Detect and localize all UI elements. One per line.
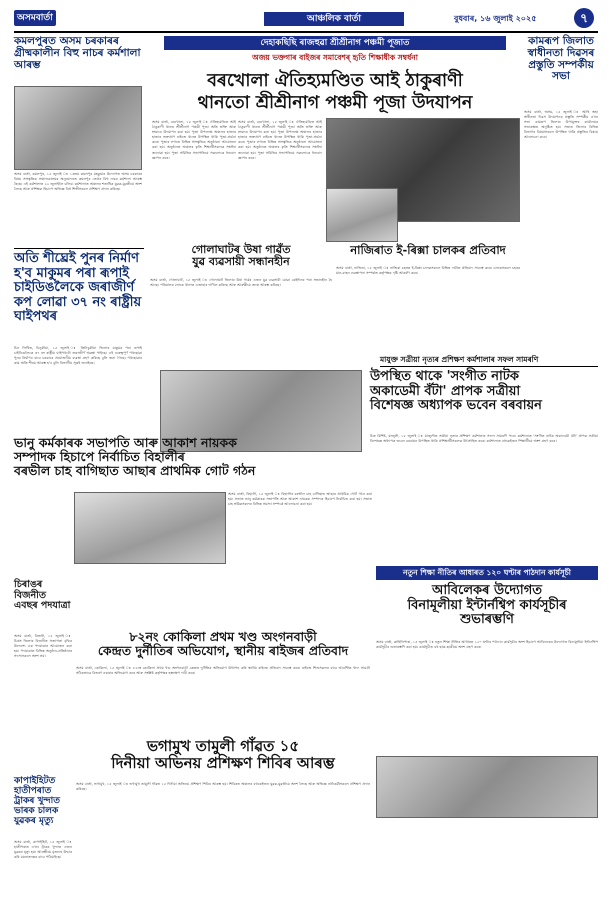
headline-anganwadi-1: ৮২নং কোকিলা প্ৰথম খণ্ড অংগনবাড়ী <box>129 629 317 644</box>
headline-bhanu-2: সম্পাদক হিচাপে নিৰ্বাচিত বিহালীৰ <box>14 449 185 464</box>
body-nazira: অসম বাৰ্তা, নাজিৰা, ১৫ জুলাই ঃ নাজিৰা চহৰত ই-ৰিক্সা চালকসকলে বিভিন্ন দাবীত প্ৰতিবাদ সাব্যস্ত কৰে। চালকসকলে চহৰৰ যান-বাহন ব্যৱস্থাপনা সম্পৰ্কত কৰ্তৃপক্ষৰ দৃষ্টি আকৰ্ষণ কৰে। <box>336 266 520 276</box>
masthead-logo: অসমবাৰ্তা <box>14 10 56 26</box>
body-bhanu: অসম বাৰ্তা, বিহালী, ১৫ জুলাই ঃ বিহালীৰ বৰভীল চাহ বাগিছাত আছাৰ প্ৰাথমিক গোট গঠন কৰা হয়। সভাত ভানু কৰ্মকাৰক সভাপতি আৰু আকাশ নায়কক সম্পাদক হিচাপে নিৰ্বাচিত কৰা হয়। সভাত চাহ শ্ৰমিকসকলৰ বিভিন্ন সমস্যা সম্পৰ্কে আলোচনা কৰা হয়। <box>228 492 372 507</box>
headline-bhanu-3: বৰভীল চাহ বাগিছাত আছাৰ প্ৰাথমিক গোট গঠন <box>14 463 256 478</box>
body-golaghat: অসম বাৰ্তা, গোলাঘাট, ১৫ জুলাই ঃ গোলাঘাট জিলাৰ উষা গাৱঁৰ এজন যুৱ ব্যৱসায়ী যোৱা কেইদিনৰ পৰা সন্ধানহীন হৈ আছে। পৰিয়ালৰ লোকে থানাত এজাহাৰ দাখিল কৰিছে আৰু আৰক্ষীয়ে তদন্ত আৰম্ভ কৰিছে। <box>150 278 332 288</box>
headline-internship-2: বিনামূলীয়া ইন্টাৰ্নশ্বিপ কাৰ্যসূচীৰ <box>407 597 567 613</box>
body-sattriya: চিত বিশিষ্ট, মাজুলী, ১৫ জুলাই ঃ মাজুলীত সত্ৰীয়া নৃত্যৰ প্ৰশিক্ষণ কৰ্মশালাৰ সফল সামৰণি পৰে। কৰ্মশালাত 'সংগীত নাটক অকাডেমী বঁটা' প্ৰাপক সত্ৰীয়া বিশেষজ্ঞ অধ্যাপক ভবেন বৰবায়ন উপস্থিত থাকি প্ৰশিক্ষাৰ্থীসকলক উৎসাহিত কৰে। কৰ্মশালাত বহুকেইজন শিক্ষাৰ্থীয়ে অংশ গ্ৰহণ কৰে। <box>370 434 598 444</box>
article-anganwadi <box>76 630 370 736</box>
headline-internship-3: শুভাৰম্ভণি <box>460 612 514 628</box>
lead-headline-line-2: থানতো শ্ৰীশ্ৰীনাগ পঞ্চমী পূজা উদযাপন <box>197 92 473 113</box>
article-nazira <box>336 244 520 354</box>
headline-nazira: নাজিৰাত ই-ৰিক্সা চালকৰ প্ৰতিবাদ <box>350 243 506 257</box>
masthead-rule <box>14 31 598 33</box>
body-bhagamukh: অসম বাৰ্তা, ভগামুখ, ১৫ জুলাই ঃ ভগামুখ তামুলী গাঁৱত ১৫ দিনীয়া অভিনয় প্ৰশিক্ষণ শিবিৰ আৰম্ভ হয়। শিবিৰত অঞ্চলৰ বহুকেইজন যুৱক-যুৱতীয়ে অংশ লৈছে আৰু অভিজ্ঞ নাট্যকৰ্মীসকলে প্ৰশিক্ষণ প্ৰদান কৰিছে। <box>76 782 370 792</box>
section-banner <box>264 12 404 26</box>
lead-headline-line-1: বৰখোলা ঐতিহ্যমণ্ডিত আই ঠাকুৰাণী <box>207 71 463 91</box>
lead-kicker-1: দেহাকছিছি ৰাজহুৱা শ্ৰীশ্ৰীনাগ পঞ্চমী পূজাত <box>164 36 506 50</box>
page-number: ৭ <box>574 8 594 28</box>
article-internship <box>376 584 598 894</box>
headline-sattriya-2: অকাডেমী বঁটা' প্ৰাপক সত্ৰীয়া <box>370 383 521 399</box>
photo-internship <box>376 756 598 818</box>
photo-lead-2 <box>326 188 398 242</box>
lead-kicker-box <box>150 36 520 70</box>
lead-kicker-2: অজয় ভক্তগাৰ বাইজৰ সমাবেশৰ্ হৃতি শিক্ষাধীক সম্বৰ্ধনা <box>252 53 418 62</box>
article-bhanu <box>14 436 372 576</box>
nep-kicker: নতুন শিক্ষা নীতিৰ আধাৰত ১২০ ঘণ্টাৰ পাঠদান কাৰ্যসূচী <box>376 566 598 580</box>
body-bridge: চিন লিখিত, চিনুকীয়া, ১৫ জুলাই ঃ তিনিচুকীয়া জিলাৰ মাকুমৰ পৰা ৰূপাই চাইডিঙলৈকে ৩৭ নং ৰাষ্ট্ৰীয় ঘাইপথটো জৰাজীৰ্ণ অৱস্থা পাইছে। এই গুৰুত্বপূৰ্ণ পথছোৱা পুনৰ নিৰ্মাণৰ বাবে চৰকাৰে প্ৰয়োজনীয় ব্যৱস্থা গ্ৰহণ কৰিছে বুলি জনা গৈছে। পথছোৱাৰ কাম অতি শীঘ্ৰে আৰম্ভ হ'ব বুলি বিভাগীয় সূত্ৰই জনাইছে। <box>14 346 142 366</box>
photo-kamalpur <box>14 86 142 170</box>
headline-bhagamukh-1: ভগামুখ তামুলী গাঁৱত ১৫ <box>146 737 300 755</box>
headline-bhanu-1: ভানু কৰ্মকাৰক সভাপতি আৰু আকাশ নায়কক <box>14 435 237 450</box>
article-kamalpur <box>14 36 142 244</box>
headline-golaghat-2: যুৱ ব্যৱসায়ী সন্ধানহীন <box>192 255 290 269</box>
headline-kamrup: কামৰূপ জিলাত স্বাধীনতা দিৱসৰ প্ৰস্তুতি সম্পৰ্কীয় সভা <box>527 35 595 83</box>
headline-accident: কাপাইহিটত হাতীপৰাত ট্ৰাকৰ খুন্দাত ভাৰক চালক যুৱকৰ মৃত্যু <box>14 776 60 827</box>
body-lead-2: অসম বাৰ্তা, বৰখোলা, ১৫ জুলাই ঃ ঐতিহ্যমণ্ডিত আই ঠাকুৰাণী থানত শ্ৰীশ্ৰীনাগ পঞ্চমী পূজা অতি ভক্তি আৰু শ্ৰদ্ধাৰে উদযাপন কৰা হয়। পূজা উপলক্ষে অঞ্চলৰ হাজাৰ হাজাৰ ভক্তপ্ৰাণ ৰাইজে থানত উপস্থিত থাকি পূজা-অৰ্চনা কৰে। পূজাৰ লগতে বিভিন্ন সাংস্কৃতিক অনুষ্ঠানো আয়োজন কৰা হয়। অনুষ্ঠানত অঞ্চলৰ কৃতি শিক্ষাৰ্থীসকলক সম্বৰ্ধনা জনোৱা হয়। পূজা সমিতিৰ সভাপতিয়ে সকলোকে ধন্যবাদ জ্ঞাপন কৰে। <box>238 120 322 160</box>
headline-chirang: চিৰাঙৰ বিজনীত এবছৰ পদযাত্ৰা <box>14 579 71 612</box>
article-golaghat <box>150 244 332 354</box>
section-title: আঞ্চলিক বাৰ্তা <box>306 14 362 24</box>
body-kamalpur: অসম বাৰ্তা, কমলপুৰ, ১৫ জুলাই ঃ ১৩তম কমলপুৰ মহকুমাৰ উদ্যোগত অসম চৰকাৰৰ বিষয় সাংস্কৃতিক সঞ্চালকালয়ৰ অনুমোদনত কমলপুৰ তেওঁৰ বিহু নাচৰ কৰ্মশালা আৰম্ভ হৈছে। এই কৰ্মশালাত ২২ জুলাইলৈ চলিব। কৰ্মশালাত অঞ্চলৰ শতাধিক যুৱক-যুৱতীয়ে অংশ লৈছে আৰু প্ৰশিক্ষক হিচাপে অভিজ্ঞ বিহু শিল্পীসকলে প্ৰশিক্ষণ প্ৰদান কৰিছে। <box>14 172 142 192</box>
body-chirang: অসম বাৰ্তা, বিজনী, ১৫ জুলাই ঃ চিৰাং জিলাৰ বিজনীত সজাগতা বৃদ্ধিৰ উদ্দেশ্যে এক পদযাত্ৰাৰ আয়োজন কৰা হয়। পদযাত্ৰাত বিভিন্ন অনুষ্ঠান-প্ৰতিষ্ঠানৰ সদস্যসকলে অংশ লয়। <box>14 634 72 659</box>
headline-sattriya-1: উপস্থিত থাকে 'সংগীত নাটক <box>370 369 519 384</box>
masthead <box>14 8 598 30</box>
body-kamrup: অসম বাৰ্তা, অসম, ১৫ জুলাই ঃ আহি অহা স্বাধীনতা দিৱস উদযাপনৰ প্ৰস্তুতি সম্পৰ্কীয় এখন সভা কামৰূপ জিলাৰ উপায়ুক্তৰ কাৰ্যালয়ৰ সভাকক্ষত অনুষ্ঠিত হয়। সভাত জিলাৰ বিভিন্ন বিভাগৰ বিষয়াসকলে উপস্থিত থাকি প্ৰস্তুতিৰ বিষয়ে আলোচনা কৰে। <box>524 110 598 140</box>
divider <box>14 248 144 249</box>
headline-bhagamukh-2: দিনীয়া অভিনয় প্ৰশিক্ষণ শিবিৰ আৰম্ভ <box>111 753 335 772</box>
lead-headline <box>150 72 520 113</box>
body-lead-1: অসম বাৰ্তা, বৰখোলা, ১৫ জুলাই ঃ ঐতিহ্যমণ্ডিত আই ঠাকুৰাণী থানত শ্ৰীশ্ৰীনাগ পঞ্চমী পূজা অতি ভক্তি আৰু শ্ৰদ্ধাৰে উদযাপন কৰা হয়। পূজা উপলক্ষে অঞ্চলৰ হাজাৰ হাজাৰ ভক্তপ্ৰাণ ৰাইজে থানত উপস্থিত থাকি পূজা-অৰ্চনা কৰে। পূজাৰ লগতে বিভিন্ন সাংস্কৃতিক অনুষ্ঠানো আয়োজন কৰা হয়। অনুষ্ঠানত অঞ্চলৰ কৃতি শিক্ষাৰ্থীসকলক সম্বৰ্ধনা জনোৱা হয়। পূজা সমিতিৰ সভাপতিয়ে সকলোকে ধন্যবাদ জ্ঞাপন কৰে। <box>152 120 236 160</box>
photo-bhanu <box>74 492 226 564</box>
headline-golaghat-1: গোলাঘাটৰ উষা গাৱঁত <box>191 243 291 256</box>
article-accident <box>14 776 72 894</box>
headline-bridge: অতি শীঘ্ৰেই পুনৰ নিৰ্মাণ হ'ব মাকুমৰ পৰা ৰূপাই চাইডিঙলৈকে জৰাজীৰ্ণ কপ লোৱা ৩৭ নং ৰাষ্ট্ৰীয় ঘাইপথৰ <box>14 251 142 325</box>
headline-internship-1: আবিলেকৰ উদ্যোগত <box>432 583 542 598</box>
article-chirang <box>14 580 72 770</box>
headline-kamalpur: কমলপুৰত অসম চৰকাৰৰ গ্ৰীষ্মকালীন বিহু নাচৰ কৰ্মশালা আৰম্ভ <box>14 35 141 71</box>
sattriya-kicker: মাযুক্ত সত্ৰীয়া নৃত্যৰ প্ৰশিক্ষণ কৰ্মশালাৰ সফল সামৰণি <box>380 354 598 367</box>
headline-anganwadi-2: কেন্দ্ৰত দুৰ্নীতিৰ অভিযোগ, স্থানীয় ৰাইজৰ প্ৰতিবাদ <box>97 643 349 658</box>
masthead-date: বুধবাৰ, ১৬ জুলাই ২০২৫ <box>454 14 537 23</box>
body-accident: অসম বাৰ্তা, কাপাইহিট, ১৫ জুলাই ঃ হাতীপৰাত এখন ট্ৰাকৰ খুন্দাত এজন যুৱকৰ মৃত্যু হয়। আৰক্ষীয়ে মৃতদেহ উদ্ধাৰ কৰি ময়নাতদন্তৰ বাবে পঠিয়াইছে। <box>14 840 72 860</box>
body-anganwadi: অসম বাৰ্তা, কোকিলা, ১৫ জুলাই ঃ ৮২নং কোকিলা প্ৰথম খণ্ড অংগনবাড়ী কেন্দ্ৰত দুৰ্নীতিৰ অভিযোগ উত্থাপন কৰি স্থানীয় ৰাইজে প্ৰতিবাদ সাব্যস্ত কৰে। ৰাইজে শিশুসকলৰ বাবে আবণ্টিত খাদ্য সামগ্ৰী সঠিকভাৱে বিতৰণ নকৰাৰ অভিযোগ কৰে আৰু সংশ্লিষ্ট কৰ্তৃপক্ষৰ হস্তক্ষেপ দাবী কৰে। <box>76 666 370 676</box>
body-internship: অসম বাৰ্তা, কাহিলিপাৰা, ১৫ জুলাই ঃ নতুন শিক্ষা নীতিৰ আধাৰত ১২০ ঘণ্টাৰ পাঠদান কাৰ্যসূচীৰ অংশ হিচাপে আবিলেকৰ উদ্যোগত বিনামূলীয়া ইন্টাৰ্নশ্বিপ কাৰ্যসূচীৰ শুভাৰম্ভণি কৰা হয়। কাৰ্যসূচীত বহু ছাত্ৰ-ছাত্ৰীয়ে অংশ গ্ৰহণ কৰে। <box>376 640 598 650</box>
article-bhagamukh <box>76 738 370 894</box>
headline-sattriya-3: বিশেষজ্ঞ অধ্যাপক ভবেন বৰবায়ন <box>370 398 542 414</box>
